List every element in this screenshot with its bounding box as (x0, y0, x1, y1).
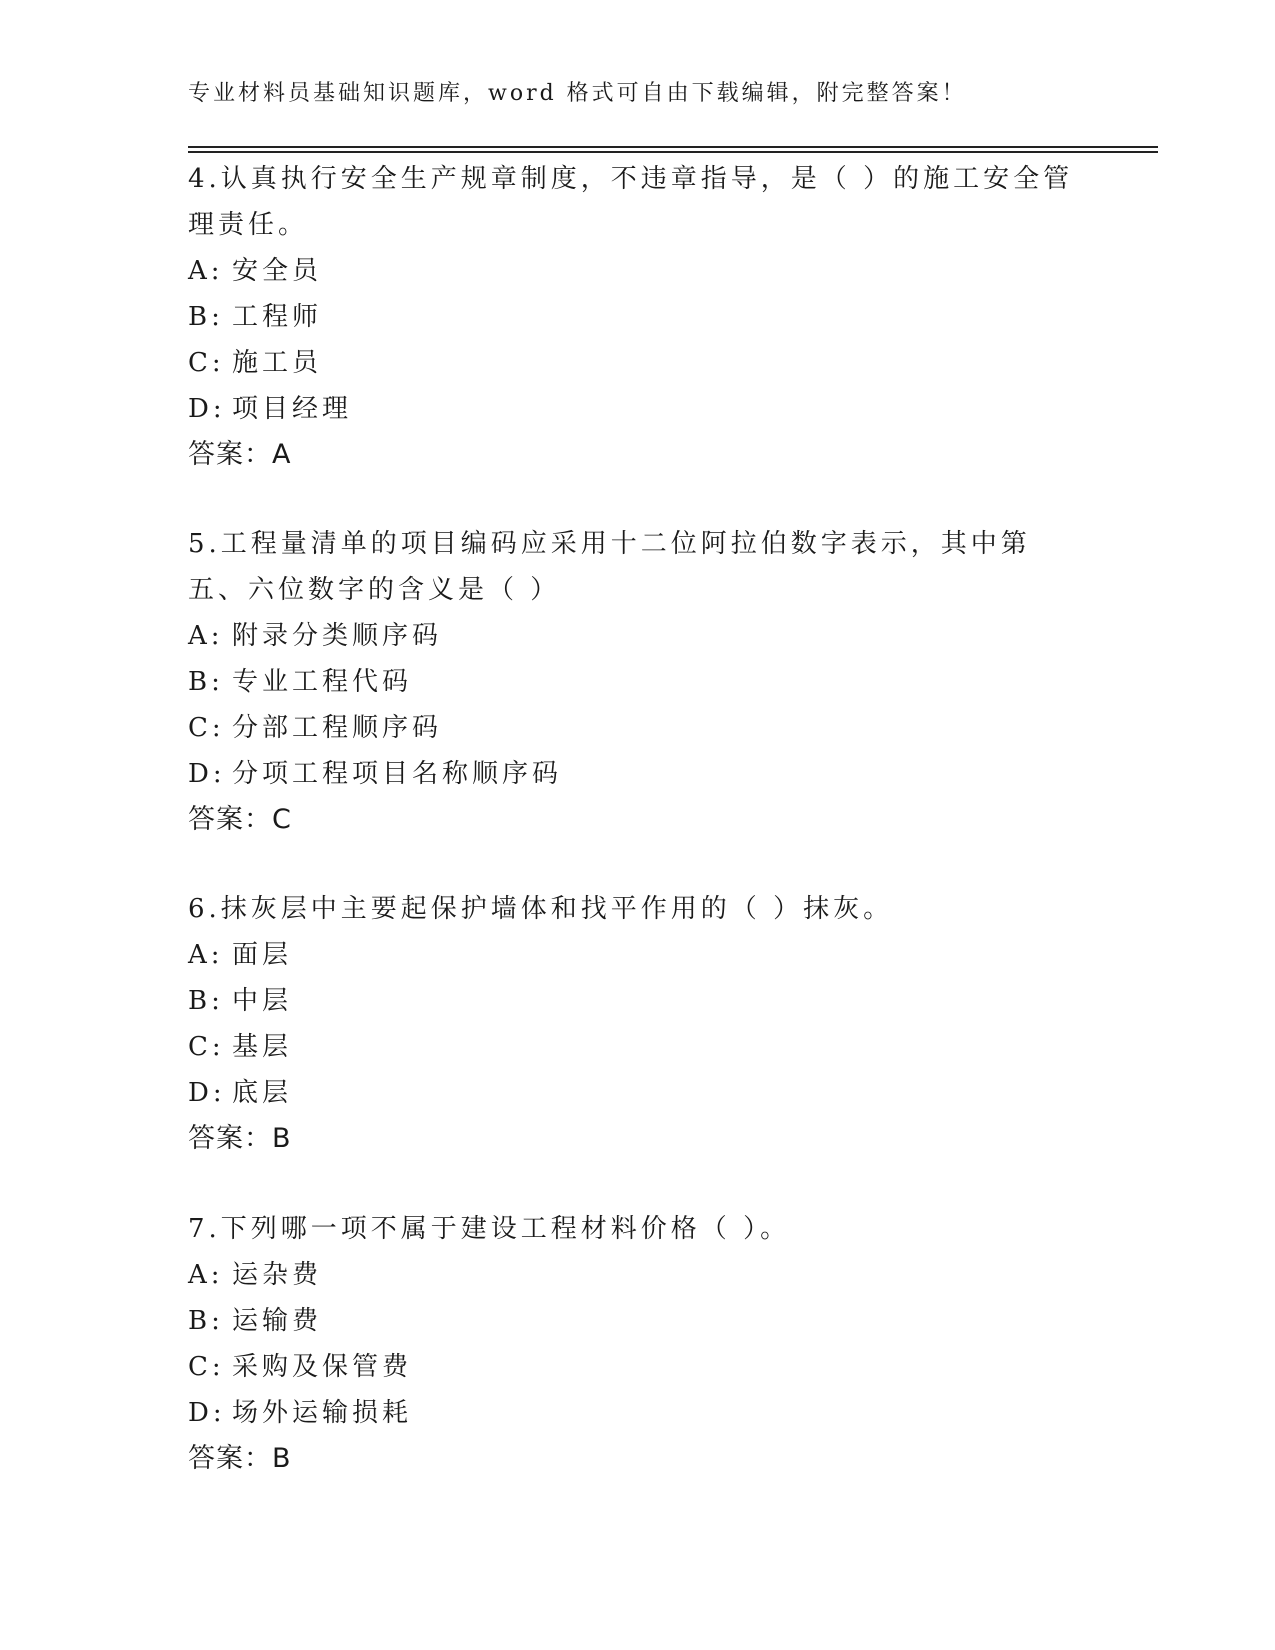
question-stem: 4.认真执行安全生产规章制度，不违章指导，是（ ）的施工安全管理责任。 (188, 164, 1074, 240)
option-b (188, 978, 1088, 1024)
option-text: 分部工程顺序码 (232, 713, 443, 743)
option-d (188, 1390, 1088, 1436)
option-a (188, 932, 1088, 978)
option-c (188, 705, 1088, 751)
option-a (188, 248, 1088, 294)
option-key: A: (188, 1260, 224, 1290)
page-header: 专业材料员基础知识题库，word 格式可自由下载编辑，附完整答案！ (188, 81, 967, 106)
question-6 (188, 886, 1088, 1162)
option-key: D: (188, 759, 226, 789)
question-4 (188, 156, 1088, 478)
option-key: D: (188, 1078, 226, 1108)
option-text: 附录分类顺序码 (232, 621, 443, 651)
option-d (188, 1070, 1088, 1116)
option-text: 项目经理 (232, 394, 353, 424)
option-text: 施工员 (232, 348, 323, 378)
option-a (188, 613, 1088, 659)
option-key: B: (188, 1306, 224, 1336)
answer-line: 答案：A (188, 439, 292, 470)
option-d (188, 751, 1088, 797)
option-key: A: (188, 940, 224, 970)
option-key: C: (188, 1352, 225, 1382)
option-key: B: (188, 302, 224, 332)
option-text: 工程师 (232, 302, 323, 332)
option-key: B: (188, 667, 224, 697)
option-key: A: (188, 256, 224, 286)
option-b (188, 1298, 1088, 1344)
option-text: 运输费 (232, 1306, 323, 1336)
option-d (188, 386, 1088, 432)
option-text: 基层 (232, 1032, 293, 1062)
option-key: D: (188, 1398, 226, 1428)
option-c (188, 340, 1088, 386)
question-5 (188, 521, 1088, 843)
question-stem: 5.工程量清单的项目编码应采用十二位阿拉伯数字表示，其中第五、六位数字的含义是（ ） (188, 529, 1031, 605)
question-stem: 7.下列哪一项不属于建设工程材料价格（ ）。 (188, 1214, 791, 1244)
option-a (188, 1252, 1088, 1298)
option-key: D: (188, 394, 226, 424)
option-text: 场外运输损耗 (232, 1398, 413, 1428)
option-text: 面层 (232, 940, 293, 970)
option-c (188, 1024, 1088, 1070)
question-stem: 6.抹灰层中主要起保护墙体和找平作用的（ ）抹灰。 (188, 894, 894, 924)
option-text: 中层 (232, 986, 293, 1016)
option-b (188, 659, 1088, 705)
answer-line: 答案：B (188, 1123, 292, 1154)
option-key: C: (188, 1032, 225, 1062)
option-key: A: (188, 621, 224, 651)
option-key: C: (188, 348, 225, 378)
answer-line: 答案：B (188, 1443, 292, 1474)
option-key: C: (188, 713, 225, 743)
option-text: 分项工程项目名称顺序码 (232, 759, 563, 789)
option-b (188, 294, 1088, 340)
option-text: 采购及保管费 (232, 1352, 413, 1382)
header-divider (188, 146, 1158, 153)
option-c (188, 1344, 1088, 1390)
answer-line: 答案：C (188, 804, 292, 835)
option-text: 专业工程代码 (232, 667, 413, 697)
question-7 (188, 1206, 1088, 1482)
option-text: 运杂费 (232, 1260, 323, 1290)
option-text: 底层 (232, 1078, 293, 1108)
option-text: 安全员 (232, 256, 323, 286)
option-key: B: (188, 986, 224, 1016)
